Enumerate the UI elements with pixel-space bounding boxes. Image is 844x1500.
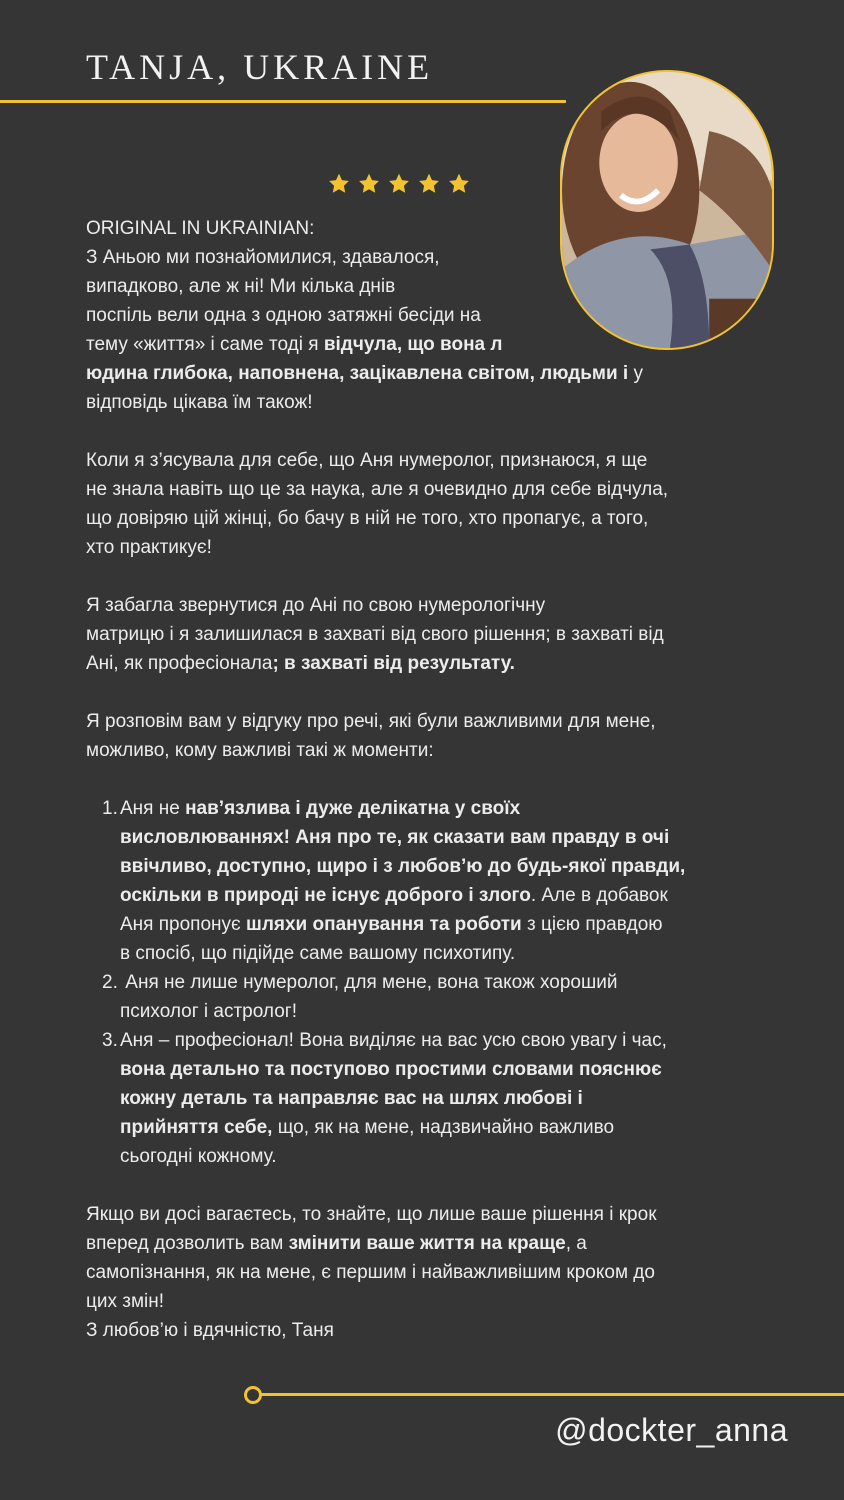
paragraph-line: поспіль вели одна з одною затяжні бесіди на [86,305,481,326]
bold-text-run: оскільки в природі не існує доброго і злого [120,885,531,906]
signature-line: З любов’ю і вдячністю, Таня [86,1320,334,1341]
list-line: кожну деталь та направляє вас на шлях любові і [120,1088,583,1109]
list-line: Аня не лише нумеролог, для мене, вона також хороший [120,972,618,993]
paragraph-line: не знала навіть що це за наука, але я очевидно для себе відчула, [86,479,669,500]
list-line: психолог і астролог! [120,1001,297,1022]
star-icon [327,172,351,196]
list-number: 1. [102,798,118,819]
list-line [120,910,776,939]
spacer [86,1171,776,1200]
text-run: з цією правдою [521,914,663,935]
text-run: що, як на мене, надзвичайно важливо [272,1117,615,1138]
paragraph-line: матрицю і я залишилася в захваті від свого рішення; в захваті від [86,624,664,645]
paragraph-line: що довіряю цій жінці, бо бачу в ній не того, хто пропагує, а того, [86,508,649,529]
star-icon [447,172,471,196]
star-icon [357,172,381,196]
list-line: вона детально та поступово простими словами пояснює [120,1059,662,1080]
list-line: сьогодні кожному. [120,1146,277,1167]
bold-text-run: шляхи опанування та роботи [245,914,522,935]
paragraph-4 [86,707,776,765]
spacer [86,765,776,794]
list-line: в спосіб, що підійде саме вашому психотипу. [120,943,516,964]
paragraph-line [86,330,776,359]
list-item [102,968,776,1026]
page-title: TANJA, UKRAINE [86,47,434,87]
divider-dot-icon [244,1386,262,1404]
paragraph-line [86,1229,776,1258]
list-line [120,1113,776,1142]
list-item [102,1026,776,1171]
list-line: Аня – професіонал! Вона виділяє на вас усю свою увагу і час, [120,1030,667,1051]
text-run: у [628,363,643,384]
paragraph-line: можливо, кому важливі такі ж моменти: [86,740,434,761]
bold-text-run: ; в захваті від результату. [272,653,515,674]
text-run: вперед дозволить вам [86,1233,289,1254]
paragraph-line: З Аньою ми познайомилися, здавалося, [86,247,440,268]
paragraph-line: Я розповім вам у відгуку про речі, які були важливими для мене, [86,711,656,732]
paragraph-line: Я забагла звернутися до Ані по свою нумерологічну [86,595,546,616]
instagram-handle: @dockter_anna [555,1412,788,1448]
paragraph-line: відповідь цікава їм також! [86,392,313,413]
bold-text-run: нав’язлива і дуже делікатна у своїх [185,798,521,819]
star-icon [387,172,411,196]
text-run: тему «життя» і саме тоді я [86,334,324,355]
list-line [120,794,776,823]
paragraph-line: випадково, але ж ні! Ми кілька днів [86,276,396,297]
rating-stars [327,172,471,196]
bold-text-run: прийняття себе, [120,1117,273,1138]
paragraph-line: самопізнання, як на мене, є першим і найважливішим кроком до [86,1262,655,1283]
list-number: 3. [102,1030,118,1051]
bold-text-run: змінити ваше життя на краще [288,1233,566,1254]
paragraph-line: хто практикує! [86,537,212,558]
star-icon [417,172,441,196]
spacer [86,562,776,591]
paragraph-5 [86,1200,776,1345]
list-line: висловлюваннях! Аня про те, як сказати вам правду в очі [120,827,670,848]
bottom-divider [252,1393,844,1396]
text-run: Аня пропонує [120,914,246,935]
text-run: . Але в добавок [530,885,668,906]
paragraph-line [86,649,776,678]
paragraph-line: Коли я з’ясувала для себе, що Аня нумеролог, признаюся, я ще [86,450,648,471]
spacer [86,678,776,707]
paragraph-line: Якщо ви досі вагаєтесь, то знайте, що лише ваше рішення і крок [86,1204,657,1225]
paragraph-1 [86,243,776,417]
paragraph-2 [86,446,776,562]
bold-text-run: юдина глибока, наповнена, зацікавлена світом, людьми і [86,363,629,384]
paragraph-line [86,359,776,388]
text-run: , а [565,1233,587,1254]
paragraph-3 [86,591,776,678]
list-item [102,794,776,968]
text-run: Ані, як професіонала [86,653,273,674]
list-line [120,881,776,910]
list-line: ввічливо, доступно, щиро і з любов’ю до будь-якої правди, [120,856,686,877]
paragraph-line: цих змін! [86,1291,165,1312]
numbered-list [86,794,776,1171]
top-divider [0,100,566,103]
review-text [86,214,776,1345]
list-number: 2. [102,972,118,993]
intro-label: ORIGINAL IN UKRAINIAN: [86,218,315,239]
bold-text-run: відчула, що вона л [323,334,503,355]
spacer [86,417,776,446]
text-run: Аня не [120,798,186,819]
